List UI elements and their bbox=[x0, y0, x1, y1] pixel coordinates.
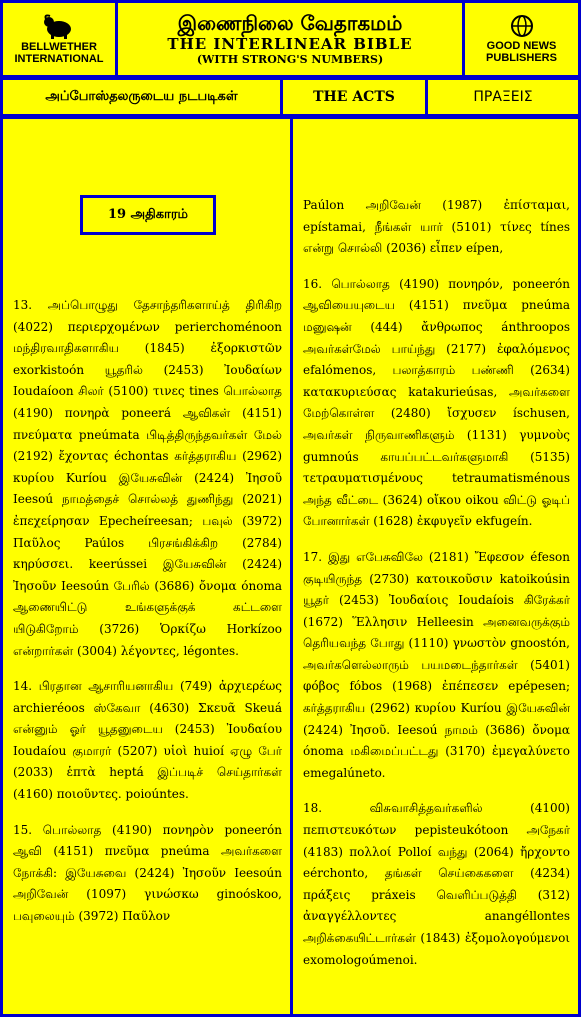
left-column-text bbox=[3, 295, 292, 942]
left-column bbox=[0, 116, 293, 1017]
good-news-logo bbox=[462, 0, 581, 78]
bellwether-logo-line1: BELLWETHER bbox=[21, 41, 97, 53]
title-english: THE INTERLINEAR BIBLE bbox=[167, 35, 413, 53]
good-news-logo-line1: GOOD NEWS bbox=[486, 40, 557, 52]
verse-15-continued: Paúlon அறிவேன் (1987) ἐπίσταμαι, epístamai, நீங்கள் யார் (5101) τίνες tínes என்று சொல்லி (2036) εἶπεν eípen, bbox=[303, 198, 570, 256]
bellwether-logo bbox=[0, 0, 118, 78]
bellwether-logo-line2: INTERNATIONAL bbox=[14, 53, 104, 65]
book-title-english: THE ACTS bbox=[280, 77, 428, 117]
verse-16: 16. பொல்லாத (4190) πονηρόν, poneerón ஆவியையுடைய (4151) πνεῦμα pneúma மனுஷன் (444) ἄνθρωπος ánthroopos அவர்கள்மேல் பாய்ந்து (2177) ἐφαλόμενος efalómenos, பலாத்காரம் பண்ணி (2634) κατακυριεύσας katakurieúsas, அவர்களை மேற்கொள்ள (2480) ἴσχυσεν íschusen, அவர்கள் நிருவாணிகளும் (1131) γυμνοὺς gumnoús காயப்பட்டவர்களுமாகி (5135) τετραυματισμένους tetraumatisménous அந்த வீட்டை (3624) οἴκου oikou விட்டு ஓடிப் போனார்கள் (1628) ἐκφυγεῖν ekfugeín. bbox=[303, 276, 570, 529]
globe-icon bbox=[507, 14, 537, 38]
verse-17: 17. இது எபேசுவிலே (2181) Ἔφεσον éfeson குடியிருந்த (2730) κατοικοῦσιν katoikoúsin யூதர் (2453) Ἰουδαίοις Ioudaíois கிரேக்கர் (1672) Ἕλλησιν Helleesin அனைவருக்கும் தெரியவந்த போது (1110) γνωστὸν gnoostón, அவர்களெல்லாரும் பயமடைந்தார்கள் (5401) φόβος fóbos (1968) ἐπέπεσεν epépesen; கர்த்தராகிய (2962) κυρίου Kuríou இயேசுவின் (2424) Ἰησοῦ. Ieesoú நாமம் (3686) ὄνομα ónoma மகிமைப்பட்டது (3170) ἐμεγαλύνετο emegalúneto. bbox=[303, 549, 570, 780]
verse-15: 15. பொல்லாத (4190) πονηρὸν poneerón ஆவி (4151) πνεῦμα pneúma அவர்களை நோக்கி: இயேசுவை (2424) Ἰησοῦν Ieesoún அறிவேன் (1097) γινώσκω ginoóskoo, பவுலையும் (3972) Παῦλον bbox=[13, 822, 282, 924]
title-subtitle: (WITH STRONG'S NUMBERS) bbox=[196, 53, 384, 66]
title-tamil: இணைநிலை வேதாகமம் bbox=[177, 11, 403, 35]
bellwether-ram-icon bbox=[42, 13, 76, 39]
good-news-logo-line2: PUBLISHERS bbox=[486, 52, 557, 64]
title-block bbox=[115, 0, 465, 78]
right-column-text bbox=[293, 195, 580, 985]
book-title-greek: ΠΡΑΞΕΙΣ bbox=[425, 77, 581, 117]
right-column bbox=[290, 116, 581, 1017]
verse-14: 14. பிரதான ஆசாரியனாகிய (749) ἀρχιερέως archieréoos ஸ்கேவா (4630) Σκευᾶ Skeuá என்னும் ஓர் யூதனுடைய (2453) Ἰουδαίου Ioudaíou குமாரர் (5207) υἱοὶ huioí ஏழு பேர் (2033) ἑπτὰ heptá இப்படிச் செய்தார்கள் (4160) ποιοῦντες. poioúntes. bbox=[13, 679, 282, 802]
verse-13: 13. அப்பொழுது தேசாந்தரிகளாய்த் திரிகிற (4022) περιερχομένων perierchoménoon மந்திரவாதிகளாகிய (1845) ἐξορκιστῶν exorkistoón யூதரில் (2453) Ἰουδαίων Ioudaíoon சிலர் (5100) τινες tines பொல்லாத (4190) πονηρὰ poneerá ஆவிகள் (4151) πνεύματα pneúmata பிடித்திருந்தவர்கள் மேல் (2192) ἔχοντας échontas கர்த்தராகிய (2962) κυρίου Kuríou இயேசுவின் (2424) Ἰησοῦ Ieesoú நாமத்தைச் சொல்லத் துணிந்து (2021) ἐπεχείρησαν Epecheíreesan; பவுல் (3972) Παῦλος Paúlos பிரசங்கிக்கிற (2784) κηρύσσει. keerússei இயேசுவின் (2424) Ἰησοῦν Ieesoún பேரில் (3686) ὄνομα ónoma ஆணையிட்டு உங்களுக்குக் கட்டளை யிடுகிறோம் (3726) Ὁρκίζω Horkízoo என்றார்கள் (3004) λέγοντες, légontes. bbox=[13, 298, 282, 658]
chapter-label: 19 அதிகாரம் bbox=[80, 195, 216, 235]
verse-18: 18. விசுவாசித்தவர்களில் (4100) πεπιστευκότων pepisteukótoon அநேகர் (4183) πολλοί Polloí வந்து (2064) ἤρχοντο eérchonto, தங்கள் செய்கைகளை (4234) πράξεις práxeis வெளிப்படுத்தி (312) ἀναγγέλλοντες anangéllontes அறிக்கையிட்டார்கள் (1843) ἐξομολογούμενοι exomologoúmenoi. bbox=[303, 801, 570, 967]
book-title-tamil: அப்போஸ்தலருடைய நடபடிகள் bbox=[0, 77, 283, 117]
